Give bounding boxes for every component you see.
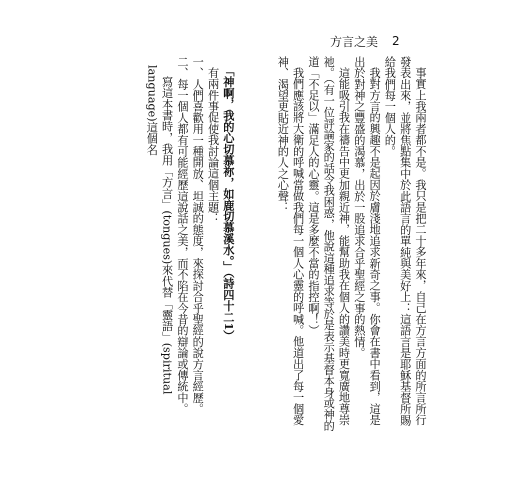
quote-text: 「神啊，我的心切慕祢，如鹿切慕溪水。」 [221, 65, 236, 273]
paragraph-2: 我對方言的興趣不是起因於膚淺地追求新奇之事。你會在書中看到，這是出於對神之豐盛的渴慕，出於一股追求合乎聖經之事的熱情。 [352, 56, 382, 426]
scripture-quote [221, 65, 275, 427]
page-number: 2 [392, 34, 400, 48]
paragraph-5: 有兩件事促使我討論這個主題： [206, 67, 220, 224]
running-header [330, 32, 420, 50]
paragraph-3: 這能吸引我在禱告中更加親近神，能幫助我在個人的讚美時更寬廣地尊崇祂。（有一位評論家的話令我困惑，他說這種追求等於是表示基督本身或神的道「不足以」滿足人的心靈。這是多麼不當的指控啊！） [306, 56, 351, 432]
paragraph-1: 事實上我兩者都不是。我只是把二十多年來，自己在方言方面的所言所行發表出來，並將焦點集中於此語言的單純與美好上：這語言是耶穌基督所賜給我們每一個人的。 [383, 56, 427, 426]
page-body [140, 56, 428, 436]
list-item-2: 二、每一個人都有可能經歷這說話之美，而不陷在今昔的辯論或傳統中。 [175, 56, 189, 415]
list-item-1: 一、人們喜歡用一種開放、坦誠的態度，來探討合乎聖經的說方言經歷。 [191, 56, 205, 415]
quote-reference: （詩四十二1） [221, 272, 236, 342]
header-title: 方言之美 [330, 34, 379, 49]
paragraph-6: 寫這本書時，我用「方言」(tongues)來代替「靈語」(spiritual language)這個名 [145, 65, 174, 395]
paragraph-4: 我們應該將大衛的呼喊當做我們每一個人心靈的呼喊。他道出了每一個愛神、渴望更貼近神的人之心聲： [276, 56, 305, 426]
